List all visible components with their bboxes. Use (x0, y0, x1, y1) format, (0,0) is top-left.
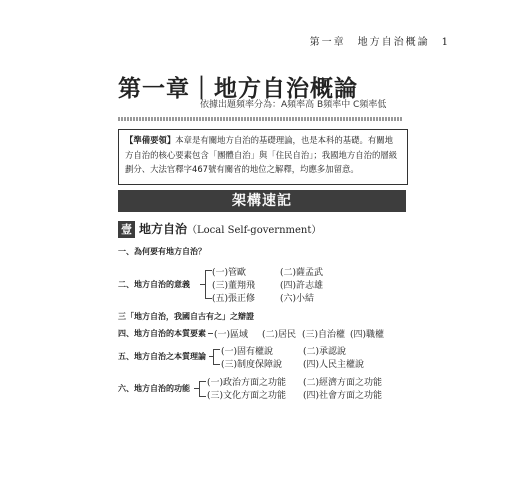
outline-option: (六)小結 (280, 294, 315, 304)
outline-option: (二)薩孟武 (280, 268, 324, 278)
outline-option: (一)管歐 (212, 268, 247, 278)
outline-option: (三)文化方面之功能 (207, 391, 287, 401)
preparation-tag: 【準備要領】 (125, 135, 176, 145)
connector-line (208, 333, 213, 334)
outline-item-5-label: 五、地方自治之本質理論 (118, 352, 206, 361)
outline-option: (一)固有權說 (221, 347, 274, 357)
outline-item-3: 三「地方自治，我國自古有之」之辯證 (118, 312, 254, 321)
section-heading (118, 220, 321, 238)
outline-option: (三)制度保障說 (221, 360, 283, 370)
section-title: 地方自治 (139, 222, 188, 236)
outline-option: (三)董翔飛 (212, 281, 256, 291)
outline-option: (四)職權 (350, 330, 385, 340)
outline-option: (四)人民主權說 (303, 360, 365, 370)
outline-option: (二)居民 (262, 330, 297, 340)
section-number-badge: 壹 (118, 221, 135, 238)
outline-option: (二)承認說 (303, 347, 347, 357)
running-header: 第一章 地方自治概論 1 (309, 37, 450, 48)
section-subtitle: （Local Self-government） (187, 225, 322, 236)
outline-item-1: 一、為何要有地方自治？ (118, 247, 206, 256)
outline-item-2-label: 二、地方自治的意義 (118, 280, 190, 289)
outline-option: (一)區域 (214, 330, 249, 340)
divider-rule (118, 117, 402, 121)
outline-option: (四)許志雄 (280, 281, 324, 291)
outline-option: (一)政治方面之功能 (207, 378, 287, 388)
bracket (199, 381, 206, 397)
preparation-box (118, 129, 408, 185)
bracket (213, 349, 220, 365)
outline-item-4-label: 四、地方自治的本質要素 (118, 329, 206, 338)
outline-option: (三)自治權 (302, 330, 346, 340)
outline-item-6-label: 六、地方自治的功能 (118, 384, 190, 393)
outline-option: (二)經濟方面之功能 (303, 378, 383, 388)
section-banner: 架構速記 (118, 190, 406, 212)
preparation-text: 本章是有關地方自治的基礎理論，也是本科的基礎。有關地方自治的核心要素包含「團體自治」與「住民自治」；我國地方自治的層級劃分、大法官釋字467號有關省的地位之解釋，均應多加留意。 (125, 135, 398, 174)
outline-option: (五)張正修 (212, 294, 256, 304)
outline-option: (四)社會方面之功能 (303, 391, 383, 401)
chapter-title: 第一章｜地方自治概論 (118, 76, 358, 102)
bracket (205, 270, 212, 299)
frequency-note: 依據出題頻率分為：A頻率高 B頻率中 C頻率低 (200, 100, 387, 110)
